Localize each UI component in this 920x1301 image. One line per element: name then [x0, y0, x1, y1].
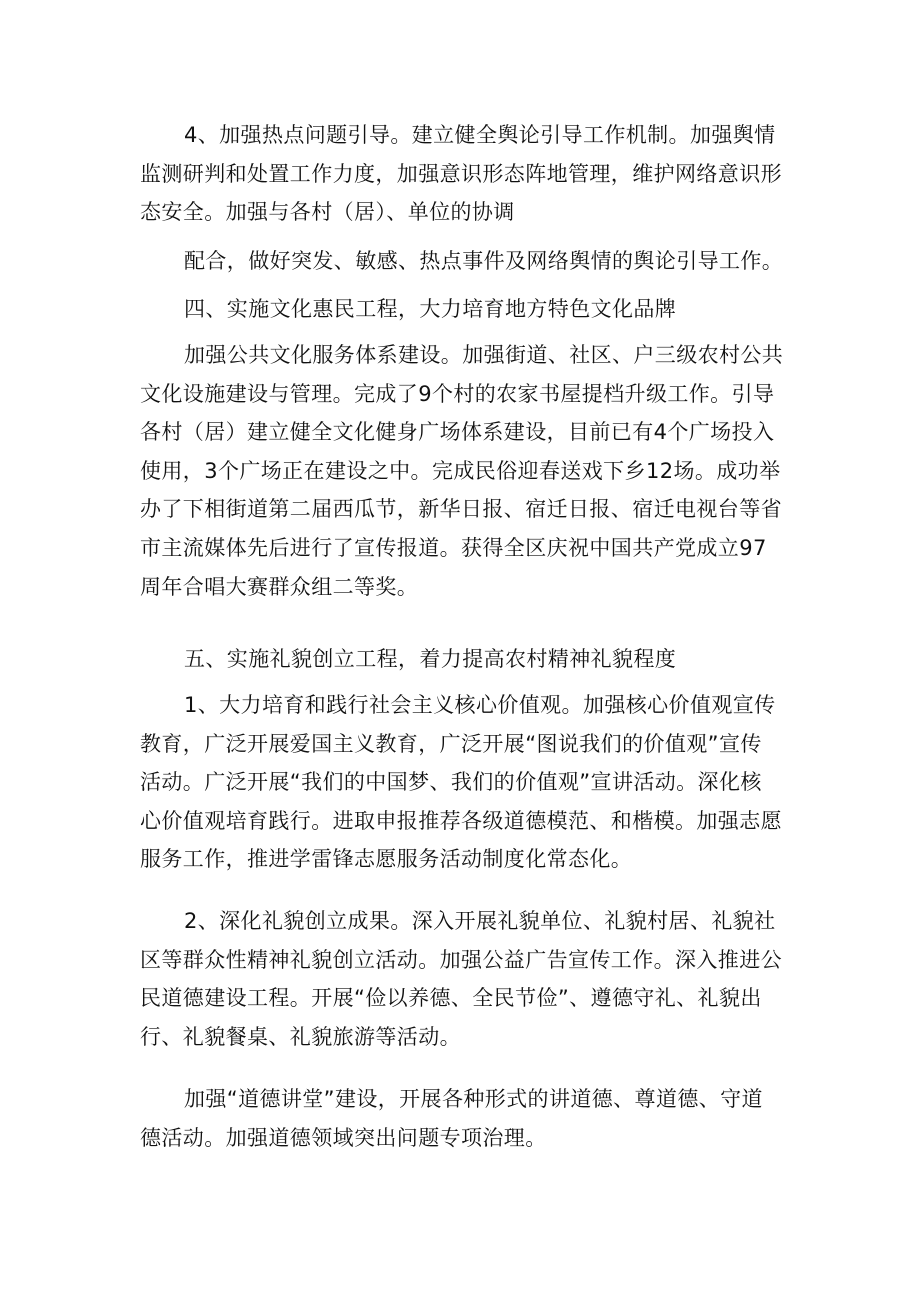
paragraph-moral-lecture	[140, 1080, 800, 1157]
text-line: 民道德建设工程。开展“俭以养德、全民节俭”、遵德守礼、礼貌出	[140, 986, 762, 1011]
text-line: 1、大力培育和践行社会主义核心价值观。加强核心价值观宣传	[184, 693, 776, 717]
text-line: 周年合唱大赛群众组二等奖。	[140, 574, 419, 599]
text-line: 配合，做好突发、敏感、热点事件及网络舆情的舆论引导工作。	[184, 249, 784, 273]
text-line: 态安全。加强与各村（居）、单位的协调	[140, 200, 515, 225]
paragraph-public-culture	[140, 336, 800, 606]
section-heading-culture	[140, 290, 800, 329]
text-line: 心价值观培育践行。进取申报推荐各级道德模范、和楷模。加强志愿	[140, 808, 782, 833]
text-line: 加强“道德讲堂”建设，开展各种形式的讲道德、尊道德、守道	[184, 1087, 763, 1111]
text-line: 加强公共文化服务体系建设。加强街道、社区、户三级农村公共	[184, 343, 784, 367]
paragraph-coordination	[140, 242, 800, 281]
paragraph-hotspot-guidance	[140, 116, 800, 232]
paragraph-civility-results	[140, 902, 800, 1056]
text-line: 教育，广泛开展爱国主义教育，广泛开展“图说我们的价值观”宣传	[140, 731, 762, 756]
text-line: 区等群众性精神礼貌创立活动。加强公益广告宣传工作。深入推进公	[140, 947, 782, 972]
text-line: 五、实施礼貌创立工程，着力提高农村精神礼貌程度	[184, 647, 677, 671]
text-line: 监测研判和处置工作力度，加强意识形态阵地管理，维护网络意识形	[140, 161, 782, 186]
text-line: 市主流媒体先后进行了宣传报道。获得全区庆祝中国共产党成立97	[140, 535, 767, 560]
text-line: 德活动。加强道德领域突出问题专项治理。	[140, 1125, 547, 1150]
section-heading-civility	[140, 640, 800, 679]
text-line: 四、实施文化惠民工程，大力培育地方特色文化品牌	[184, 297, 677, 321]
text-line: 文化设施建设与管理。完成了9个村的农家书屋提档升级工作。引导	[140, 381, 775, 406]
text-line: 使用，3个广场正在建设之中。完成民俗迎春送戏下乡12场。成功举	[140, 458, 781, 483]
text-line: 4、加强热点问题引导。建立健全舆论引导工作机制。加强舆情	[184, 123, 776, 147]
text-line: 服务工作，推进学雷锋志愿服务活动制度化常态化。	[140, 847, 633, 872]
text-line: 2、深化礼貌创立成果。深入开展礼貌单位、礼貌村居、礼貌社	[184, 909, 776, 933]
text-line: 行、礼貌餐桌、礼貌旅游等活动。	[140, 1024, 461, 1049]
text-line: 活动。广泛开展“我们的中国梦、我们的价值观”宣讲活动。深化核	[140, 770, 762, 795]
text-line: 各村（居）建立健全文化健身广场体系建设，目前已有4个广场投入	[140, 420, 775, 445]
text-line: 办了下相街道第二届西瓜节，新华日报、宿迁日报、宿迁电视台等省	[140, 497, 782, 522]
paragraph-core-values	[140, 686, 800, 879]
